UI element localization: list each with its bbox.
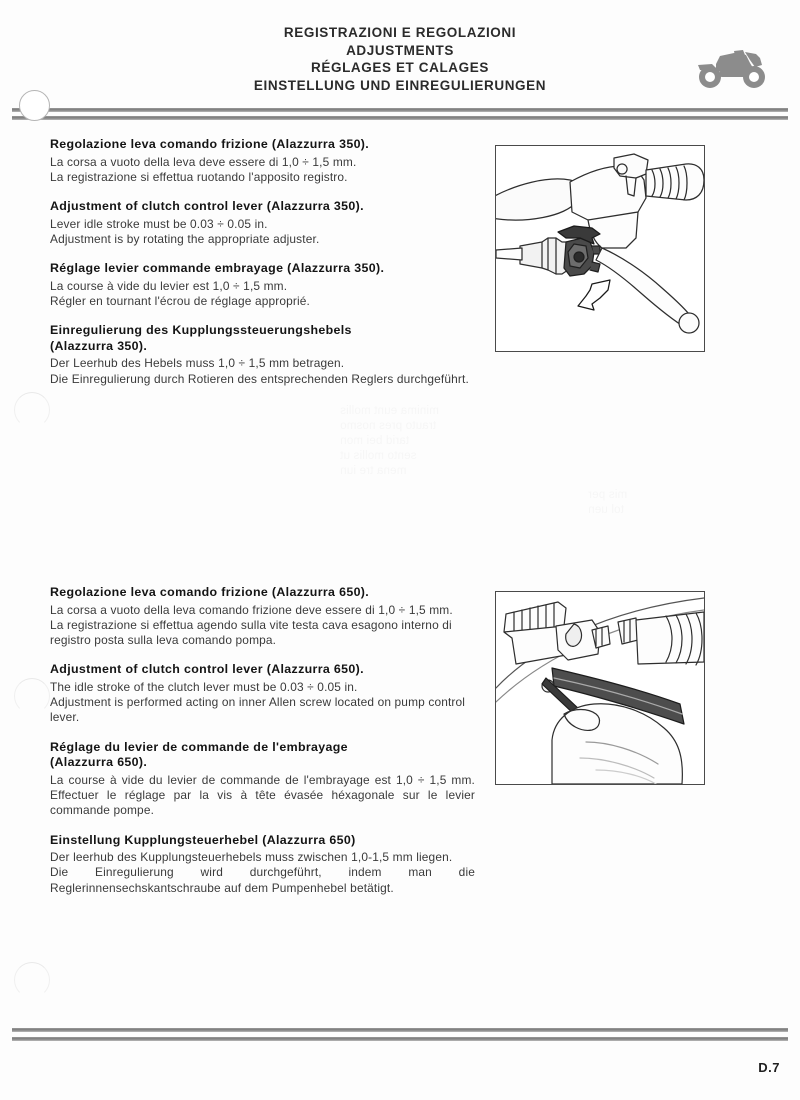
- header-rule-upper: [12, 108, 788, 112]
- section-title: Regolazione leva comando frizione (Alazzurra 350).: [50, 137, 370, 151]
- section-title: Adjustment of clutch control lever (Alazzurra 350).: [50, 199, 364, 214]
- page-showthrough-text: minima eunt mollis trauto pres nosmo tarid bei mon sento mollis ut mena tre iun: [340, 405, 439, 477]
- figure-clutch-lever-350: [495, 145, 705, 352]
- footer-rule-lower: [12, 1037, 788, 1041]
- section-title: Einregulierung des Kupplungssteuerungshebels (Alazzurra 350).: [50, 323, 352, 353]
- motorcycle-icon: [690, 44, 774, 90]
- text-column-alazzurra-650: [50, 585, 475, 896]
- section-body: La course à vide du levier est 1,0 ÷ 1,5 mm. Régler en tournant l'écrou de réglage approprié.: [50, 278, 310, 308]
- section-title: Réglage du levier de commande de l'embrayage (Alazzurra 650).: [50, 739, 348, 770]
- page-showthrough-text: mis per tol uen: [588, 489, 628, 516]
- page-number: D.7: [758, 1060, 780, 1075]
- section-block-de-650: [50, 833, 475, 896]
- header-rule-lower: [12, 116, 788, 120]
- section-title: Einstellung Kupplungsteuerhebel (Alazzurra 650): [50, 832, 356, 847]
- binder-arc-mark: [14, 678, 50, 714]
- section-body: La corsa a vuoto della leva deve essere di 1,0 ÷ 1,5 mm. La registrazione si effettua ruotando l'apposito registro.: [50, 154, 357, 184]
- figure-clutch-lever-650: [495, 591, 705, 785]
- header-title-english: ADJUSTMENTS: [346, 42, 454, 58]
- page-header: [0, 24, 800, 94]
- section-title: Regolazione leva comando frizione (Alazzurra 650).: [50, 585, 370, 599]
- section-body: Der Leerhub des Hebels muss 1,0 ÷ 1,5 mm betragen. Die Einregulierung durch Rotieren des entsprechenden Reglers durchgeführt.: [50, 356, 469, 386]
- section-block-it-650: [50, 585, 475, 648]
- section-block-fr-350: [50, 261, 470, 309]
- header-title-italian: REGISTRAZIONI E REGOLAZIONI: [283, 25, 517, 40]
- binder-hole-icon: [19, 90, 50, 121]
- footer-rule-upper: [12, 1028, 788, 1032]
- section-block-fr-650: [50, 740, 475, 819]
- section-body: Lever idle stroke must be 0.03 ÷ 0.05 in. Adjustment is by rotating the appropriate adjuster.: [50, 216, 320, 246]
- text-column-alazzurra-350: [50, 137, 470, 387]
- section-title: Adjustment of clutch control lever (Alazzurra 650).: [50, 662, 364, 677]
- binder-arc-mark: [14, 392, 50, 428]
- section-body: La corsa a vuoto della leva comando frizione deve essere di 1,0 ÷ 1,5 mm. La registrazione si effettua agendo sulla vite testa cava esagono interno di registro posta sulla leva comando pompa.: [50, 602, 453, 648]
- section-block-en-650: [50, 662, 475, 725]
- section-body: The idle stroke of the clutch lever must be 0.03 ÷ 0.05 in. Adjustment is performed acting on inner Allen screw located on pump control lever.: [50, 679, 466, 725]
- binder-arc-mark: [14, 962, 50, 998]
- header-title-french: RÉGLAGES ET CALAGES: [311, 60, 489, 75]
- section-block-it-350: [50, 137, 470, 185]
- section-body: La course à vide du levier de commande de l'embrayage est 1,0 ÷ 1,5 mm. Effectuer le réglage par la vis à tête évasée héxagonale sur le levier commande pompe.: [50, 772, 475, 818]
- section-body: Der leerhub des Kupplungsteuerhebels muss zwischen 1,0-1,5 mm liegen. Die Einregulierung wird durchgeführt, indem man die Reglerinnensechskantschraube auf dem Pumpenhebel betätigt.: [50, 850, 475, 895]
- header-title-german: EINSTELLUNG UND EINREGULIERUNGEN: [253, 77, 547, 93]
- section-title: Réglage levier commande embrayage (Alazzurra 350).: [50, 261, 385, 276]
- section-block-de-350: [50, 323, 470, 387]
- section-block-en-350: [50, 199, 470, 247]
